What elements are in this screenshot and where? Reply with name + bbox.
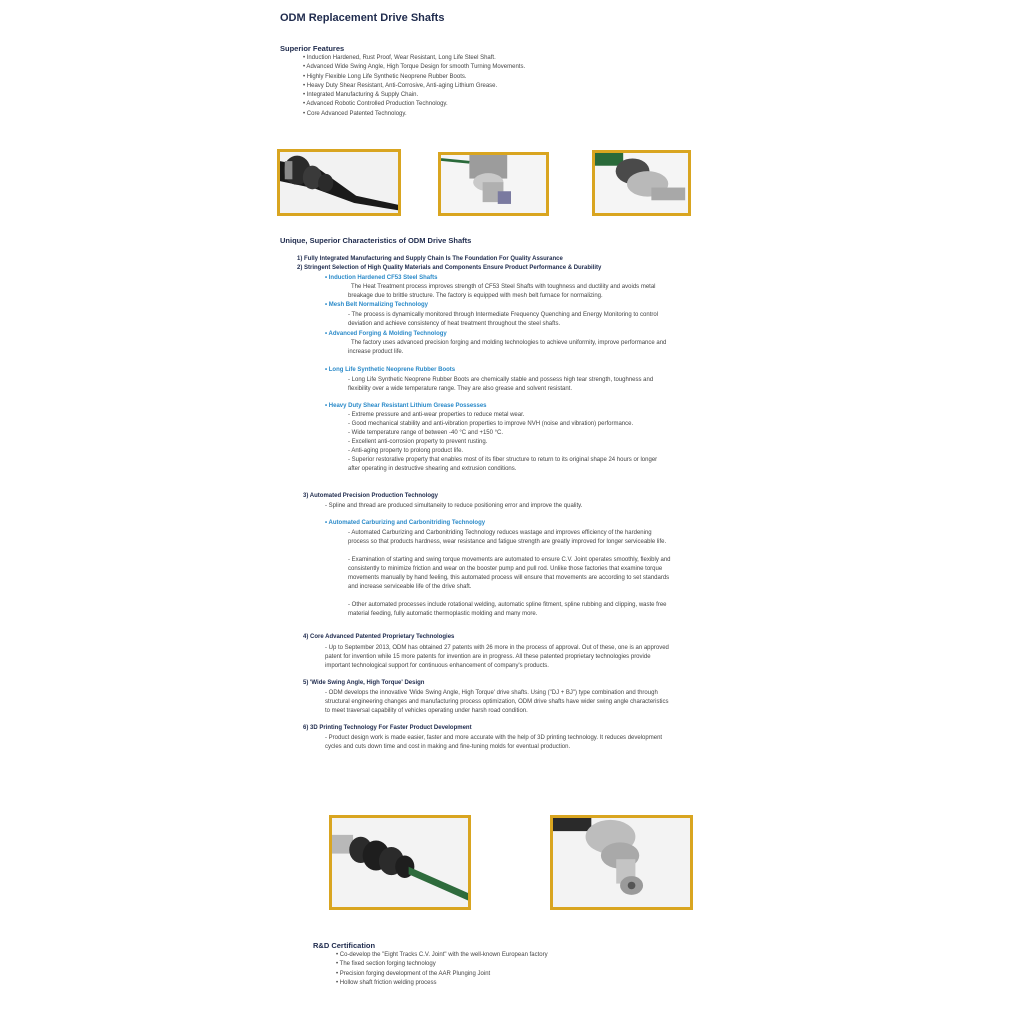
list-item: • Hollow shaft friction welding process	[336, 979, 437, 986]
carb-line-2: process so that products hardness, wear resistance and fatigue strength are greatly improved for longer serviceable life.	[348, 539, 667, 545]
list-item: • Induction Hardened, Rust Proof, Wear Resistant, Long Life Steel Shaft.	[303, 55, 496, 61]
list-item: • Precision forging development of the AAR Plunging Joint	[336, 970, 491, 977]
point-6-line-1: - Product design work is made easier, faster and more accurate with the help of 3D printing technology. It reduces development	[325, 735, 663, 741]
point-5: 5) 'Wide Swing Angle, High Torque' Design	[303, 680, 425, 686]
point-6-line-2: cycles and cuts down time and cost in making and fine-tuning molds for eventual production.	[325, 744, 571, 750]
list-item: • Advanced Wide Swing Angle, High Torque Design for smooth Turning Movements.	[303, 64, 526, 71]
point-5-line-2: structural engineering changes and manufacturing process optimization, ODM drive shafts have wider swing angle characteristics	[325, 699, 669, 705]
point-6: 6) 3D Printing Technology For Faster Product Development	[303, 725, 472, 731]
grease-list	[348, 411, 657, 474]
point-4: 4) Core Advanced Patented Proprietary Technologies	[303, 634, 455, 640]
exam-line-4: and increase serviceable life of the drive shaft.	[348, 584, 472, 590]
cf53-title: • Induction Hardened CF53 Steel Shafts	[325, 275, 438, 281]
unique-heading: Unique, Superior Characteristics of ODM Drive Shafts	[280, 236, 472, 245]
list-item: • Integrated Manufacturing & Supply Chain.	[303, 92, 419, 99]
other-line-2: material feeding, fully automatic thermoplastic molding and many more.	[348, 611, 538, 617]
exam-line-3: movements manually by hand feeling, this automated process will ensure that movements are according to set standards	[348, 575, 670, 581]
grease-title: • Heavy Duty Shear Resistant Lithium Grease Possesses	[325, 403, 487, 409]
product-photo-green-shaft	[329, 815, 471, 910]
superior-heading: Superior Features	[280, 44, 345, 53]
point-2: 2) Stringent Selection of High Quality Materials and Components Ensure Product Performance & Durability	[297, 265, 602, 271]
list-item: - Anti-aging property to prolong product life.	[348, 448, 464, 454]
cf53-line-2: breakage due to brittle structure. The factory is equipped with mesh belt furnace for normalizing.	[348, 293, 603, 299]
carb-line-1: - Automated Carburizing and Carbonitriding Technology reduces wastage and improves efficiency of the hardening	[348, 530, 652, 536]
list-item: • Heavy Duty Shear Resistant, Anti-Corrosive, Anti-aging Lithium Grease.	[303, 82, 498, 89]
point-1: 1) Fully Integrated Manufacturing and Supply Chain Is The Foundation For Quality Assurance	[297, 256, 563, 262]
point-3-line-1: - Spline and thread are produced simultaneity to reduce positioning error and improve the quality.	[325, 503, 583, 509]
point-4-line-1: - Up to September 2013, ODM has obtained 27 patents with 26 more in the process of approval. Out of these, one is an approved	[325, 645, 669, 651]
page-title: ODM Replacement Drive Shafts	[280, 12, 445, 24]
point-4-line-2: patent for invention while 15 more patents for invention are in progress. All these patented proprietary technologies provide	[325, 654, 651, 660]
list-item: • Highly Flexible Long Life Synthetic Neoprene Rubber Boots.	[303, 73, 467, 80]
other-line-1: - Other automated processes include rotational welding, automatic spline fitment, spline rubbing and clipping, waste free	[348, 602, 667, 608]
exam-line-1: - Examination of starting and swing torque movements are automated to ensure C.V. Joint operates smoothly, flexibly and	[348, 557, 671, 563]
mesh-title: • Mesh Belt Normalizing Technology	[325, 302, 428, 308]
product-photo-boot	[277, 149, 401, 216]
forging-line-1: The factory uses advanced precision forging and molding technologies to achieve uniformity, improve performance and	[351, 340, 667, 346]
rd-heading: R&D Certification	[313, 941, 376, 950]
list-item: • Advanced Robotic Controlled Production Technology.	[303, 101, 448, 108]
product-photo-spline	[438, 152, 549, 216]
list-item: after operating in destructive shearing and extrusion conditions.	[348, 466, 517, 472]
list-item: - Good mechanical stability and anti-vibration properties to improve NVH (noise and vibration) performance.	[348, 421, 634, 427]
product-photo-housing	[592, 150, 691, 216]
product-photo-threaded-end	[550, 815, 693, 910]
list-item: - Extreme pressure and anti-wear properties to reduce metal wear.	[348, 412, 525, 418]
point-5-line-1: - ODM develops the innovative 'Wide Swing Angle, High Torque' drive shafts. Using ("DJ + BJ") type combination and through	[325, 690, 658, 696]
list-item: - Excellent anti-corrosion property to prevent rusting.	[348, 439, 488, 445]
exam-line-2: consistently to minimize friction and wear on the booster pump and pull rod. Unlike those factories that examine torque	[348, 566, 663, 572]
list-item: • The fixed section forging technology	[336, 961, 436, 968]
boots-line-1: - Long Life Synthetic Neoprene Rubber Boots are chemically stable and possess high tear strength, toughness and	[348, 377, 654, 383]
list-item: • Core Advanced Patented Technology.	[303, 110, 407, 117]
boots-line-2: flexibility over a wide temperature range. They are also grease and solvent resistant.	[348, 386, 573, 392]
mesh-line-2: deviation and achieve consistency of heat treatment throughout the steel shafts.	[348, 321, 561, 327]
list-item: - Wide temperature range of between -40 °C and +150 °C.	[348, 430, 504, 436]
cf53-line-1: The Heat Treatment process improves strength of CF53 Steel Shafts with toughness and ductility and avoids metal	[351, 284, 656, 290]
forging-title: • Advanced Forging & Molding Technology	[325, 331, 447, 337]
list-item: - Superior restorative property that enables most of its fiber structure to return to its original shape 24 hours or longer	[348, 457, 658, 463]
list-item: • Co-develop the "Eight Tracks C.V. Joint" with the well-known European factory	[336, 952, 548, 958]
rd-list	[336, 951, 548, 988]
mesh-line-1: - The process is dynamically monitored through Intermediate Frequency Quenching and Energy Monitoring to control	[348, 312, 659, 318]
carb-title: • Automated Carburizing and Carbonitriding Technology	[325, 520, 486, 526]
superior-list	[303, 54, 525, 119]
boots-title: • Long Life Synthetic Neoprene Rubber Boots	[325, 367, 456, 373]
point-5-line-3: to meet traversal capability of vehicles operating under harsh road condition.	[325, 708, 528, 714]
point-4-line-3: important technological support for continuous enhancement of company's products.	[325, 663, 549, 669]
forging-line-2: increase product life.	[348, 349, 404, 355]
point-3: 3) Automated Precision Production Technology	[303, 493, 439, 499]
